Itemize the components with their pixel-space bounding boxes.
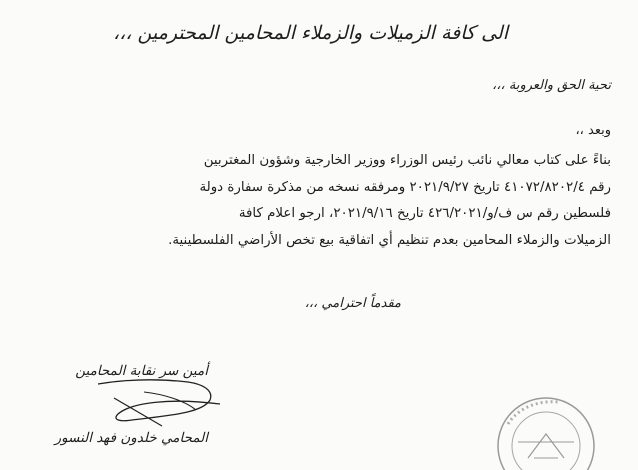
signatory-name: المحامي خلدون فهد النسور bbox=[54, 430, 208, 446]
body-line: بناءً على كتاب معالي نائب رئيس الوزراء ووزير الخارجية وشؤون المغتربين bbox=[203, 153, 611, 168]
signatory-title: أمين سر نقابة المحامين bbox=[75, 363, 208, 379]
body-line: رقم ٤١٠٧٢/٨٢٠٢/٤ تاريخ ٢٠٢١/٩/٢٧ ومرفقه نسخه من مذكرة سفارة دولة bbox=[199, 179, 611, 195]
addressee-line: الى كافة الزميلات والزملاء المحامين المحترمين ،،، bbox=[113, 22, 508, 44]
closing-line: مقدماً احترامي ،،، bbox=[304, 296, 401, 311]
handwritten-signature bbox=[92, 370, 242, 430]
letter-body bbox=[26, 148, 611, 254]
body-line: الزميلات والزملاء المحامين بعدم تنظيم أي اتفاقية بيع تخص الأراضي الفلسطينية. bbox=[168, 232, 611, 248]
body-line: فلسطين رقم س ف/و/٤٢٦/٢٠٢١ تاريخ ٢٠٢١/٩/١٦، ارجو اعلام كافة bbox=[238, 206, 611, 221]
official-stamp bbox=[488, 384, 598, 470]
after-greeting-line: وبعد ،، bbox=[575, 123, 611, 138]
greeting-line: تحية الحق والعروبة ،،، bbox=[492, 78, 611, 93]
